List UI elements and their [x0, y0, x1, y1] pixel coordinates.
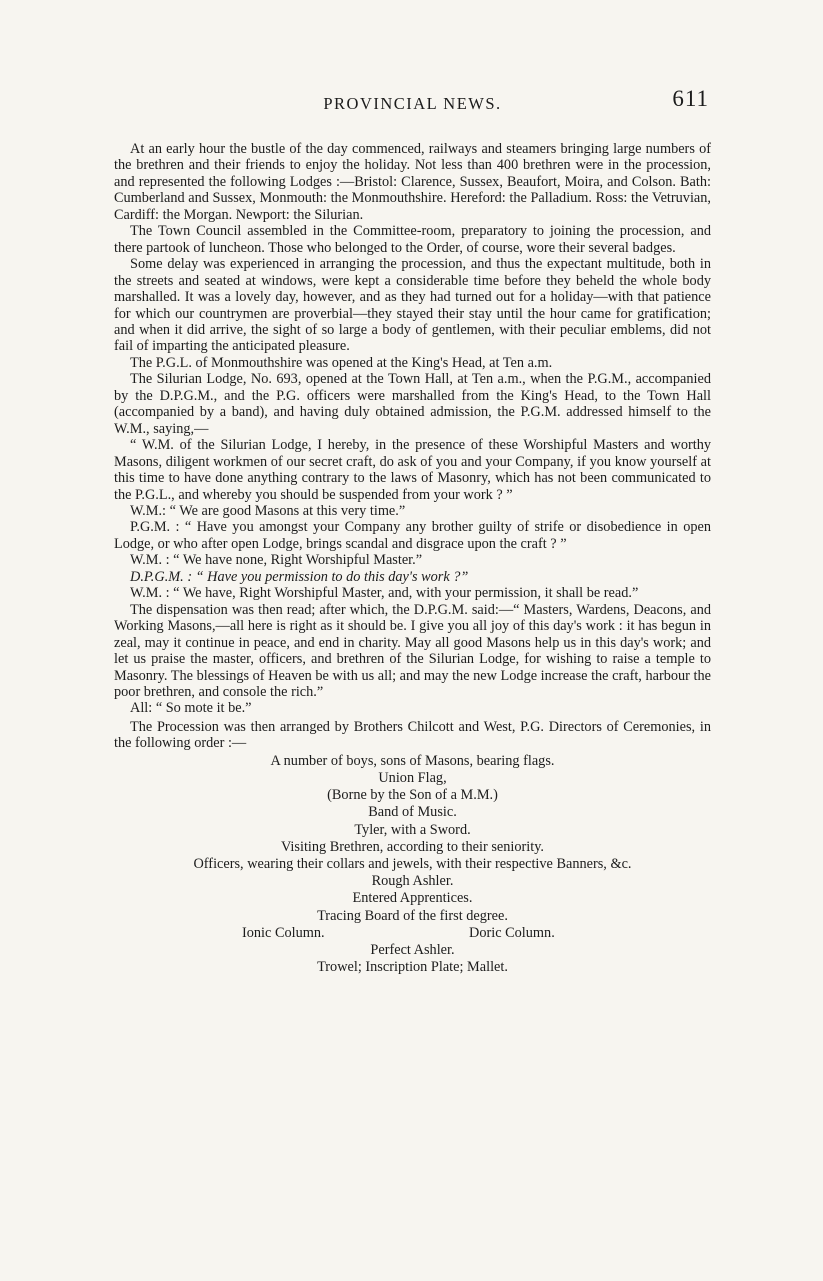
dialogue-wm-permission: W.M. : “ We have, Right Worshipful Master, and, with your permission, it shall be read.”: [130, 585, 639, 602]
procession-item: Entered Apprentices.: [352, 890, 473, 907]
page-number: 611: [672, 86, 709, 111]
paragraph-procession-intro: The Procession was then arranged by Brothers Chilcott and West, P.G. Directors of Ceremonies, in the following order :—: [114, 718, 711, 752]
paragraph-silurian-lodge: The Silurian Lodge, No. 693, opened at the Town Hall, at Ten a.m., when the P.G.M., accompanied by the D.P.G.M., and the P.G. officers were marshalled from the King's Head, to the Town Hall (accompanied by a band), and having duly obtained admission, the P.G.M. addressed himself to the W.M., saying,—: [114, 371, 711, 437]
dialogue-dpgm-question: D.P.G.M. : “ Have you permission to do this day's work ?”: [130, 568, 469, 585]
procession-item: Visiting Brethren, according to their seniority.: [280, 838, 545, 855]
dialogue-wm-none: W.M. : “ We have none, Right Worshipful Master.”: [130, 552, 423, 569]
dialogue-all-response: All: “ So mote it be.”: [130, 700, 252, 717]
procession-item: (Borne by the Son of a M.M.): [327, 787, 498, 804]
doric-column-item: Doric Column.: [469, 924, 555, 941]
paragraph-opening: At an early hour the bustle of the day commenced, railways and steamers bringing large numbers of the brethren and their friends to enjoy the holiday. Not less than 400 brethren were in the procession, and represented the following Lodges :—Bristol: Clarence, Sussex, Beaufort, Moira, and Colson. Bath: Cumberland and Sussex, Monmouth: the Monmouthshire. Hereford: the Palladium. Ross: the Vetruvian, Cardiff: the Morgan. Newport: the Silurian.: [114, 141, 711, 223]
paragraph-pgm-address: “ W.M. of the Silurian Lodge, I hereby, in the presence of these Worshipful Masters and worthy Masons, diligent workmen of our secret craft, do ask of you and your Company, if you know yourself at this time to have done anything contrary to the laws of Masonry, which has not been communicated to the P.G.L., and whereby you should be suspended from your work ? ”: [114, 437, 711, 503]
paragraph-pgl-opened: The P.G.L. of Monmouthshire was opened at the King's Head, at Ten a.m.: [130, 354, 553, 371]
procession-columns-row: [114, 925, 711, 942]
paragraph-town-council: The Town Council assembled in the Committee-room, preparatory to joining the procession, and there partook of luncheon. Those who belonged to the Order, of course, wore their several badges.: [114, 223, 711, 256]
procession-item: Rough Ashler.: [371, 873, 454, 890]
ionic-column-item: Ionic Column.: [242, 924, 325, 941]
paragraph-delay: Some delay was experienced in arranging the procession, and thus the expectant multitude, both in the streets and seated at windows, were kept a considerable time before they beheld the whole body marshalled. It was a lovely day, however, and as they had turned out for a holiday—with that patience for which our countrymen are proverbial—they stayed their stay until the hour came for gratification; and when it did arrive, the sight of so large a body of gentlemen, with their peculiar emblems, did not fail of imparting the anticipated pleasure.: [114, 256, 711, 355]
procession-item: Union Flag,: [378, 769, 447, 786]
dialogue-pgm-question: P.G.M. : “ Have you amongst your Company any brother guilty of strife or disobedience in open Lodge, or who after open Lodge, brings scandal and disgrace upon the craft ? ”: [114, 519, 711, 552]
procession-item: Perfect Ashler.: [370, 941, 455, 958]
procession-item: A number of boys, sons of Masons, bearing flags.: [270, 752, 555, 769]
running-title: PROVINCIAL NEWS.: [323, 94, 502, 113]
procession-item: Trowel; Inscription Plate; Mallet.: [317, 959, 508, 976]
page-header: [114, 84, 711, 124]
procession-item: Tracing Board of the first degree.: [317, 907, 508, 924]
procession-item: Band of Music.: [368, 804, 457, 821]
dialogue-wm-reply: W.M.: “ We are good Masons at this very time.”: [130, 502, 406, 519]
paragraph-dispensation: The dispensation was then read; after which, the D.P.G.M. said:—“ Masters, Wardens, Deacons, and Working Masons,—all here is right as it should be. I give you all joy of this day's work : it has begun in zeal, may it continue in peace, and end in charity. May all good Masons help us in this day's work; and let us praise the master, officers, and brethren of the Silurian Lodge, for wishing to raise a temple to Masonry. The blessings of Heaven be with us all; and may the new Lodge increase the craft, harbour the poor brethren, and console the rich.”: [114, 601, 711, 700]
procession-item: Officers, wearing their collars and jewels, with their respective Banners, &c.: [193, 855, 632, 872]
procession-item: Tyler, with a Sword.: [354, 821, 471, 838]
article-body: [114, 141, 711, 976]
procession-order-list: [114, 753, 711, 977]
